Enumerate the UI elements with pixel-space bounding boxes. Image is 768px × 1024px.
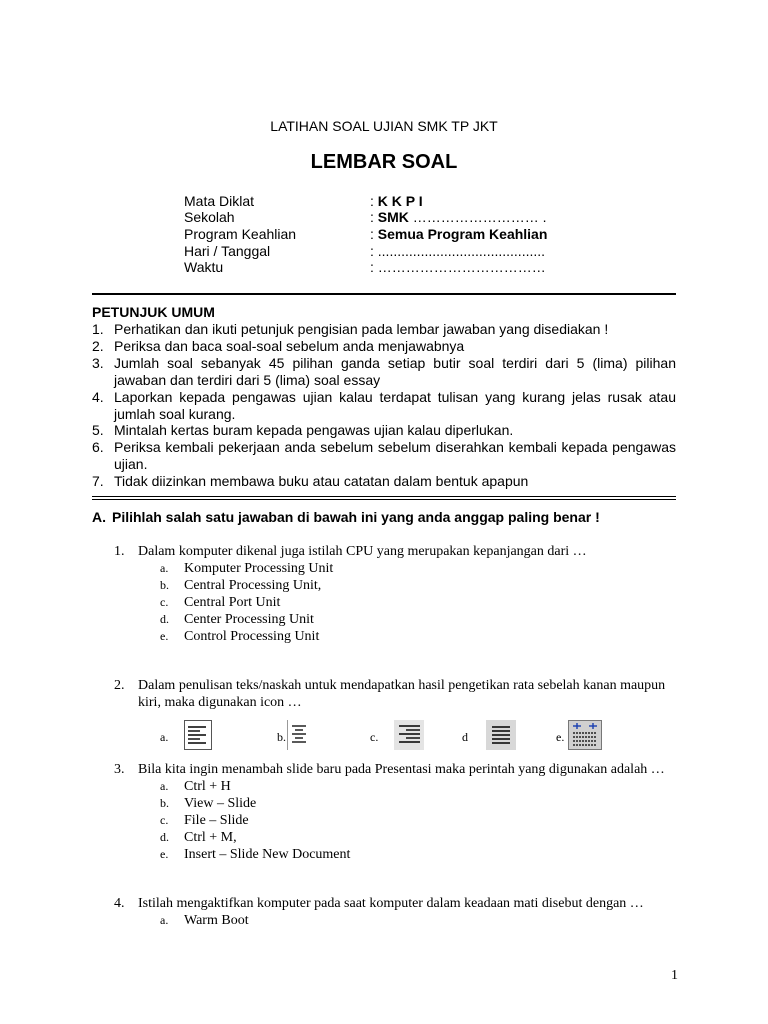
- info-label: Hari / Tanggal: [184, 243, 271, 259]
- info-value: : Semua Program Keahlian: [370, 226, 548, 242]
- list-item: 3. Jumlah soal sebanyak 45 pilihan ganda setiap butir soal terdiri dari 5 (lima) pilihan jawaban dan terdiri dari 5 (lima) soal essay: [92, 354, 676, 388]
- divider-double-upper: [92, 496, 676, 497]
- list-item: 7. Tidak diizinkan membawa buku atau catatan dalam bentuk apapun: [92, 473, 529, 490]
- exam-heading: LATIHAN SOAL UJIAN SMK TP JKT: [270, 118, 498, 134]
- divider-double-lower: [92, 499, 676, 500]
- info-value: : ………………………………: [370, 259, 546, 275]
- list-item: 5. Mintalah kertas buram kepada pengawas ujian kalau diperlukan.: [92, 422, 514, 439]
- sheet-title: LEMBAR SOAL: [310, 151, 458, 173]
- info-label: Program Keahlian: [184, 226, 297, 242]
- question-4: 4. Istilah mengaktifkan komputer pada saat komputer dalam keadaan mati disebut dengan … a. Warm Boot: [114, 895, 674, 929]
- page-number: 1: [671, 968, 678, 983]
- info-value: : ...........................................: [370, 243, 546, 259]
- info-label: Mata Diklat: [184, 193, 255, 209]
- align-center-icon: [287, 720, 309, 750]
- option-a: a. Ctrl + H: [160, 779, 231, 794]
- option-d: d. Ctrl + M,: [160, 830, 237, 845]
- option-c: c. Central Port Unit: [160, 595, 281, 610]
- info-label: Sekolah: [184, 209, 235, 225]
- align-right-icon: [394, 720, 424, 750]
- question-text: Dalam penulisan teks/naskah untuk mendapatkan hasil pengetikan rata sebelah kanan maupun kiri, maka digunakan icon …: [138, 678, 666, 710]
- divider-top: [92, 293, 676, 295]
- question-3: 3. Bila kita ingin menambah slide baru pada Presentasi maka perintah yang digunakan adalah … a. Ctrl + H b. View – Slide c. File – Slide d. Ctrl + M, e. Insert – Slide New Document: [114, 761, 674, 863]
- option-a: a. Komputer Processing Unit: [160, 561, 334, 576]
- option-e: e. Insert – Slide New Document: [160, 847, 351, 862]
- option-a: a. Warm Boot: [160, 913, 249, 928]
- question-1: 1. Dalam komputer dikenal juga istilah CPU yang merupakan kepanjangan dari … a. Komputer Processing Unit b. Central Processing Unit, c. Central Port Unit d. Center Processing Unit e. Control Processing Unit: [114, 543, 674, 645]
- option-e: e. Control Processing Unit: [160, 629, 320, 644]
- option-b: b. Central Processing Unit,: [160, 578, 322, 593]
- info-value: : SMK ……………………… .: [370, 209, 547, 225]
- distributed-icon: [568, 720, 602, 750]
- petunjuk-title: PETUNJUK UMUM: [92, 304, 215, 320]
- section-a-heading: A. Pilihlah salah satu jawaban di bawah ini yang anda anggap paling benar !: [92, 509, 600, 525]
- justify-icon: [486, 720, 516, 750]
- question-text: Bila kita ingin menambah slide baru pada Presentasi maka perintah yang digunakan adalah …: [138, 762, 665, 777]
- list-item: 4. Laporkan kepada pengawas ujian kalau terdapat tulisan yang kurang jelas rusak atau jumlah soal kurang.: [92, 388, 676, 422]
- option-list: [160, 778, 674, 863]
- question-2: 2. Dalam penulisan teks/naskah untuk mendapatkan hasil pengetikan rata sebelah kanan maupun kiri, maka digunakan icon …: [114, 677, 674, 711]
- question-text: Dalam komputer dikenal juga istilah CPU yang merupakan kepanjangan dari …: [138, 544, 587, 559]
- option-list: [160, 560, 674, 645]
- option-c: c. File – Slide: [160, 813, 249, 828]
- option-d: d. Center Processing Unit: [160, 612, 314, 627]
- list-item: 2. Periksa dan baca soal-soal sebelum anda menjawabnya: [92, 337, 465, 354]
- option-b: b. View – Slide: [160, 796, 257, 811]
- align-left-icon: [184, 720, 212, 750]
- list-item: 6. Periksa kembali pekerjaan anda sebelum sebelum diserahkan kembali kepada pengawas ujian.: [92, 439, 676, 473]
- info-value: : K K P I: [370, 193, 423, 209]
- petunjuk-list: [92, 321, 676, 490]
- info-label: Waktu: [184, 259, 224, 275]
- list-item: 1. Perhatikan dan ikuti petunjuk pengisian pada lembar jawaban yang disediakan !: [92, 321, 609, 337]
- option-list: [160, 912, 674, 929]
- question-text: Istilah mengaktifkan komputer pada saat komputer dalam keadaan mati disebut dengan …: [138, 896, 644, 911]
